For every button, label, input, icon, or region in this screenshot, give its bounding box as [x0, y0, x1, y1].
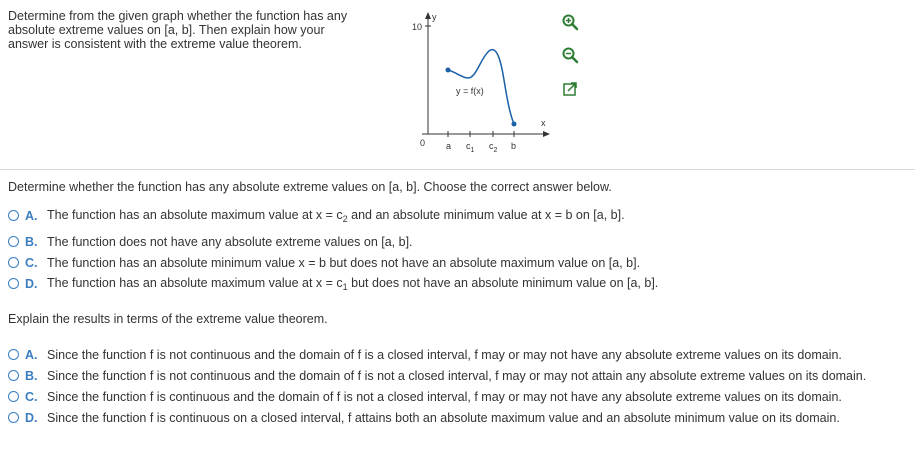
option-letter: C. [25, 255, 38, 270]
option-text: Since the function f is continuous and the domain of f is not a closed interval, f may or may not have any absolute extreme values on its domain. [47, 389, 842, 404]
y-tick-label: 10 [411, 22, 422, 32]
radio-button[interactable] [8, 391, 19, 402]
option-text: Since the function f is continuous on a closed interval, f attains both an absolute maximum value and an absolute minimum value on its domain. [47, 410, 840, 425]
option-letter: A. [25, 208, 38, 223]
function-graph [400, 8, 560, 160]
q2-option-b[interactable] [8, 365, 866, 386]
q2-option-c[interactable] [8, 386, 866, 407]
popout-icon [562, 81, 578, 97]
endpoint-b [512, 122, 517, 127]
option-text: Since the function f is not continuous and the domain of f is a closed interval, f may or may not have any absolute extreme values on its domain. [47, 347, 842, 362]
zoom-out-button[interactable] [560, 45, 580, 65]
y-axis-arrow [425, 12, 431, 19]
q2-option-d[interactable] [8, 407, 866, 428]
option-text: The function has an absolute maximum value at $x = c_1$ but does not have an absolute minimum value on [a, b]. [47, 275, 659, 292]
option-letter: D. [25, 276, 38, 291]
radio-button[interactable] [8, 278, 19, 289]
radio-button[interactable] [8, 370, 19, 381]
option-text: The function has an absolute maximum value at $x = c_2$ and an absolute minimum value at x = b on [a, b]. [47, 207, 625, 224]
q1-option-b[interactable] [8, 231, 658, 252]
option-letter: D. [25, 410, 38, 425]
option-letter: A. [25, 347, 38, 362]
x-axis-arrow [543, 131, 550, 137]
q1-option-a[interactable] [8, 205, 658, 226]
option-text: The function has an absolute minimum value x = b but does not have an absolute maximum value on [a, b]. [47, 255, 641, 270]
q1-option-d[interactable] [8, 273, 658, 294]
x-axis-label: x [541, 118, 546, 128]
question1-prompt: Determine whether the function has any absolute extreme values on [a, b]. Choose the correct answer below. [8, 180, 612, 194]
x-tick-label-b: b [511, 141, 517, 151]
zoom-out-icon [561, 46, 579, 64]
popout-button[interactable] [560, 79, 580, 99]
option-letter: C. [25, 389, 38, 404]
endpoint-a [446, 68, 451, 73]
prompt-line-3: answer is consistent with the extreme value theorem. [8, 37, 302, 51]
radio-button[interactable] [8, 210, 19, 221]
option-text: The function does not have any absolute extreme values on [a, b]. [47, 234, 413, 249]
prompt-line-1: Determine from the given graph whether the function has any [8, 9, 348, 23]
option-letter: B. [25, 368, 38, 383]
zoom-in-button[interactable] [560, 12, 580, 32]
problem-prompt [8, 9, 378, 51]
x-tick-label-a: a [446, 141, 452, 151]
question2-options [8, 344, 866, 428]
section-divider [0, 169, 915, 170]
question2-prompt: Explain the results in terms of the extreme value theorem. [8, 312, 328, 326]
q1-option-c[interactable] [8, 252, 658, 273]
origin-label: 0 [420, 138, 426, 148]
x-tick-label-c1: $c_1$ [466, 141, 475, 154]
option-letter: B. [25, 234, 38, 249]
radio-button[interactable] [8, 257, 19, 268]
radio-button[interactable] [8, 349, 19, 360]
q2-option-a[interactable] [8, 344, 866, 365]
radio-button[interactable] [8, 236, 19, 247]
radio-button[interactable] [8, 412, 19, 423]
y-axis-label: y [432, 12, 437, 22]
function-label: y = f(x) [456, 86, 484, 96]
x-tick-label-c2: $c_2$ [489, 141, 498, 154]
prompt-line-2: absolute extreme values on [a, b]. Then explain how your [8, 23, 325, 37]
question1-options [8, 205, 658, 294]
option-text: Since the function f is not continuous and the domain of f is not a closed interval, f may or may not attain any absolute extreme values on its domain. [47, 368, 867, 383]
zoom-in-icon [561, 13, 579, 31]
